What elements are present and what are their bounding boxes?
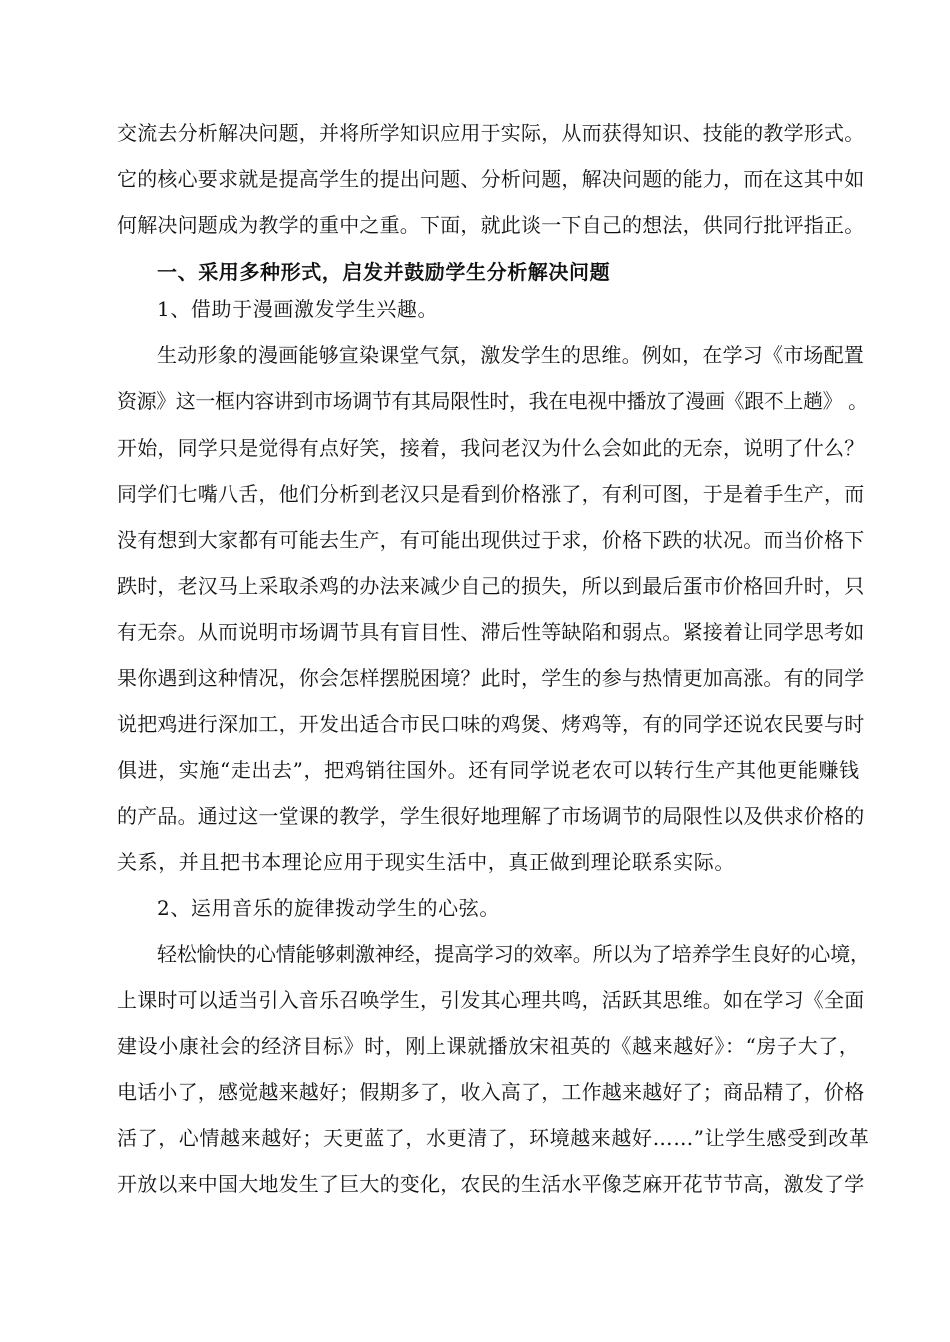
text-line: 生动形象的漫画能够宣染课堂气氛，激发学生的思维。例如，在学习《市场配置 — [157, 343, 864, 367]
section-heading: 一、采用多种形式，启发并鼓励学生分析解决问题 — [157, 260, 611, 284]
text-line: 跌时，老汉马上采取杀鸡的办法来减少自己的损失，所以到最后蛋市价格回升时，只 — [117, 574, 865, 598]
text-line: 说把鸡进行深加工，开发出适合市民口味的鸡煲、烤鸡等，有的同学还说农民要与时 — [117, 712, 865, 736]
text-line: 轻松愉快的心情能够刺激神经，提高学习的效率。所以为了培养学生良好的心境， — [157, 942, 870, 966]
text-line: 电话小了，感觉越来越好；假期多了，收入高了，工作越来越好了；商品精了，价格 — [117, 1080, 865, 1104]
subsection-heading: 1、借助于漫画激发学生兴趣。 — [157, 297, 439, 321]
text-line: 交流去分析解决问题，并将所学知识应用于实际，从而获得知识、技能的教学形式。 — [117, 121, 865, 145]
text-line: 的产品。通过这一堂课的教学，学生很好地理解了市场调节的局限性以及供求价格的 — [117, 804, 865, 828]
text-line: 建设小康社会的经济目标》时，刚上课就播放宋祖英的《越来越好》：“房子大了， — [117, 1034, 860, 1058]
text-line: 开始，同学只是觉得有点好笑，接着，我问老汉为什么会如此的无奈，说明了什么？ — [117, 436, 865, 460]
subsection-heading: 2、运用音乐的旋律拨动学生的心弦。 — [157, 896, 500, 920]
text-line: 同学们七嘴八舌，他们分析到老汉只是看到价格涨了，有利可图，于是着手生产，而 — [117, 482, 865, 506]
text-line: 俱进，实施“走出去”，把鸡销往国外。还有同学说老农可以转行生产其他更能赚钱 — [117, 758, 860, 782]
text-line: 关系，并且把书本理论应用于现实生活中，真正做到理论联系实际。 — [117, 850, 735, 874]
text-line: 上课时可以适当引入音乐召唤学生，引发其心理共鸣，活跃其思维。如在学习《全面 — [117, 988, 865, 1012]
text-line: 活了，心情越来越好；天更蓝了，水更清了，环境越来越好……”让学生感受到改革 — [117, 1126, 870, 1150]
text-line: 有无奈。从而说明市场调节具有盲目性、滞后性等缺陷和弱点。紧接着让同学思考如 — [117, 620, 865, 644]
text-line: 何解决问题成为教学的重中之重。下面，就此谈一下自己的想法，供同行批评指正。 — [117, 213, 865, 237]
text-line: 果你遇到这种情况，你会怎样摆脱困境？此时，学生的参与热情更加高涨。有的同学 — [117, 666, 865, 690]
text-line: 没有想到大家都有可能去生产，有可能出现供过于求，价格下跌的状况。而当价格下 — [117, 528, 865, 552]
text-line: 资源》这一框内容讲到市场调节有其局限性时，我在电视中播放了漫画《跟不上趟》 。 — [117, 389, 868, 413]
text-line: 它的核心要求就是提高学生的提出问题、分析问题，解决问题的能力，而在这其中如 — [117, 167, 865, 191]
text-line: 开放以来中国大地发生了巨大的变化，农民的生活水平像芝麻开花节节高，激发了学 — [117, 1172, 865, 1196]
